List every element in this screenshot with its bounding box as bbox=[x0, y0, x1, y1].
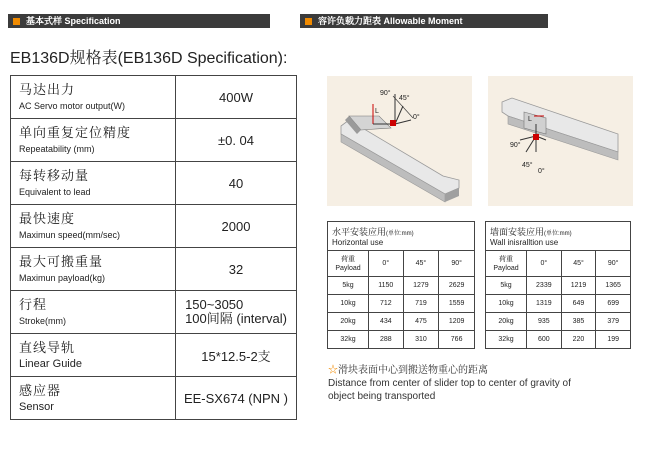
value-cell: 1209 bbox=[439, 313, 475, 331]
spec-label-zh: 马达出力 bbox=[19, 82, 76, 97]
value-cell: 2339 bbox=[527, 277, 562, 295]
header-right-text: 容许负载力距表 Allowable Moment bbox=[318, 16, 463, 26]
load-cell: 10kg bbox=[486, 295, 527, 313]
spec-label bbox=[11, 162, 176, 205]
value-cell: 1559 bbox=[439, 295, 475, 313]
table-row bbox=[486, 331, 631, 349]
length-label: L bbox=[528, 116, 532, 123]
spec-label-en: Stroke(mm) bbox=[19, 316, 66, 326]
value-cell: 712 bbox=[369, 295, 404, 313]
header-right bbox=[300, 14, 548, 28]
table-row bbox=[328, 295, 475, 313]
footnote-en-line1: Distance from center of slider top to center of gravity of bbox=[328, 378, 571, 389]
horizontal-moment-table bbox=[327, 221, 475, 349]
load-cell: 20kg bbox=[486, 313, 527, 331]
spec-label-zh: 感应器 bbox=[19, 383, 62, 398]
value-cell: 385 bbox=[561, 313, 596, 331]
spec-value: EE-SX674 (NPN ) bbox=[176, 377, 297, 420]
angle-label-90: 90° bbox=[510, 142, 521, 149]
spec-value: 2000 bbox=[176, 205, 297, 248]
spec-label-en: Linear Guide bbox=[19, 358, 82, 370]
spec-label-en: Sensor bbox=[19, 401, 54, 413]
spec-value bbox=[176, 291, 297, 334]
angle-label-0: 0° bbox=[413, 114, 420, 121]
spec-value: 15*12.5-2支 bbox=[176, 334, 297, 377]
header-square-icon bbox=[13, 18, 20, 25]
table-row bbox=[328, 277, 475, 295]
footnote-en-line2: object being transported bbox=[328, 391, 436, 402]
table-subtitle: Wall inisralltion use bbox=[490, 238, 559, 247]
spec-label bbox=[11, 76, 176, 119]
value-cell: 2629 bbox=[439, 277, 475, 295]
table-row bbox=[486, 295, 631, 313]
value-cell: 1219 bbox=[561, 277, 596, 295]
spec-row bbox=[11, 248, 297, 291]
load-cell: 20kg bbox=[328, 313, 369, 331]
spec-value: 400W bbox=[176, 76, 297, 119]
footnote-zh: 滑块表面中心到搬送物重心的距离 bbox=[338, 365, 488, 376]
value-cell: 220 bbox=[561, 331, 596, 349]
col-header-90: 90° bbox=[596, 251, 631, 277]
table-title bbox=[486, 222, 631, 251]
table-title bbox=[328, 222, 475, 251]
load-cell: 5kg bbox=[328, 277, 369, 295]
load-cell: 32kg bbox=[328, 331, 369, 349]
value-cell: 1279 bbox=[403, 277, 439, 295]
spec-row bbox=[11, 205, 297, 248]
footnote bbox=[328, 364, 571, 403]
spec-label-zh: 最快速度 bbox=[19, 211, 76, 226]
spec-label-zh: 直线导轨 bbox=[19, 340, 76, 355]
horizontal-diagram bbox=[327, 76, 472, 206]
value-cell: 288 bbox=[369, 331, 404, 349]
stroke-range: 150~3050 bbox=[185, 297, 244, 312]
value-cell: 1319 bbox=[527, 295, 562, 313]
spec-label-en: Maximun payload(kg) bbox=[19, 273, 106, 283]
value-cell: 766 bbox=[439, 331, 475, 349]
spec-label bbox=[11, 248, 176, 291]
spec-row bbox=[11, 119, 297, 162]
wall-diagram bbox=[488, 76, 633, 206]
load-cell: 10kg bbox=[328, 295, 369, 313]
col-header-0: 0° bbox=[527, 251, 562, 277]
spec-row bbox=[11, 291, 297, 334]
col-header-0: 0° bbox=[369, 251, 404, 277]
value-cell: 649 bbox=[561, 295, 596, 313]
col-header-45: 45° bbox=[403, 251, 439, 277]
header-square-icon bbox=[305, 18, 312, 25]
spec-label bbox=[11, 119, 176, 162]
payload-header: 荷重 Payload bbox=[486, 251, 527, 277]
spec-value: 32 bbox=[176, 248, 297, 291]
spec-label bbox=[11, 377, 176, 420]
spec-label-en: Maximun speed(mm/sec) bbox=[19, 230, 121, 240]
spec-value: 40 bbox=[176, 162, 297, 205]
table-row bbox=[328, 331, 475, 349]
value-cell: 1150 bbox=[369, 277, 404, 295]
value-cell: 434 bbox=[369, 313, 404, 331]
star-icon: ☆ bbox=[328, 365, 338, 376]
value-cell: 719 bbox=[403, 295, 439, 313]
spec-label-en: Equivalent to lead bbox=[19, 187, 91, 197]
spec-label-zh: 最大可搬重量 bbox=[19, 254, 104, 269]
stroke-interval: 100间隔 (interval) bbox=[185, 311, 287, 326]
value-cell: 475 bbox=[403, 313, 439, 331]
wall-moment-table bbox=[485, 221, 631, 349]
table-subtitle: Horizontal use bbox=[332, 238, 384, 247]
spec-label-zh: 单向重复定位精度 bbox=[19, 125, 132, 140]
spec-label-en: AC Servo motor output(W) bbox=[19, 101, 126, 111]
length-label: L bbox=[375, 108, 379, 115]
spec-label bbox=[11, 334, 176, 377]
table-row bbox=[486, 313, 631, 331]
spec-table bbox=[10, 75, 297, 420]
table-row bbox=[486, 277, 631, 295]
value-cell: 199 bbox=[596, 331, 631, 349]
spec-row bbox=[11, 76, 297, 119]
header-left-text: 基本式样 Specification bbox=[26, 16, 121, 26]
spec-label bbox=[11, 291, 176, 334]
table-row bbox=[328, 313, 475, 331]
value-cell: 699 bbox=[596, 295, 631, 313]
table-unit: (单位:mm) bbox=[386, 231, 414, 237]
wall-actuator-illustration bbox=[488, 76, 633, 206]
table-unit: (单位:mm) bbox=[544, 231, 572, 237]
table-title-zh: 水平安装应用 bbox=[332, 227, 387, 237]
col-header-45: 45° bbox=[561, 251, 596, 277]
angle-label-90: 90° bbox=[380, 90, 391, 97]
payload-header: 荷重 Payload bbox=[328, 251, 369, 277]
spec-value: ±0. 04 bbox=[176, 119, 297, 162]
header-left bbox=[8, 14, 270, 28]
angle-label-0: 0° bbox=[538, 168, 545, 175]
col-header-90: 90° bbox=[439, 251, 475, 277]
load-cell: 5kg bbox=[486, 277, 527, 295]
spec-label-zh: 每转移动量 bbox=[19, 168, 90, 183]
spec-row bbox=[11, 377, 297, 420]
value-cell: 935 bbox=[527, 313, 562, 331]
value-cell: 379 bbox=[596, 313, 631, 331]
table-title-zh: 墙面安装应用 bbox=[490, 227, 545, 237]
spec-label-zh: 行程 bbox=[19, 297, 48, 312]
spec-row bbox=[11, 334, 297, 377]
spec-label bbox=[11, 205, 176, 248]
angle-label-45: 45° bbox=[522, 162, 533, 169]
spec-row bbox=[11, 162, 297, 205]
spec-label-en: Repeatability (mm) bbox=[19, 144, 95, 154]
page-title: EB136D规格表(EB136D Specification): bbox=[10, 50, 288, 67]
value-cell: 600 bbox=[527, 331, 562, 349]
value-cell: 310 bbox=[403, 331, 439, 349]
value-cell: 1365 bbox=[596, 277, 631, 295]
load-cell: 32kg bbox=[486, 331, 527, 349]
angle-label-45: 45° bbox=[399, 95, 410, 102]
